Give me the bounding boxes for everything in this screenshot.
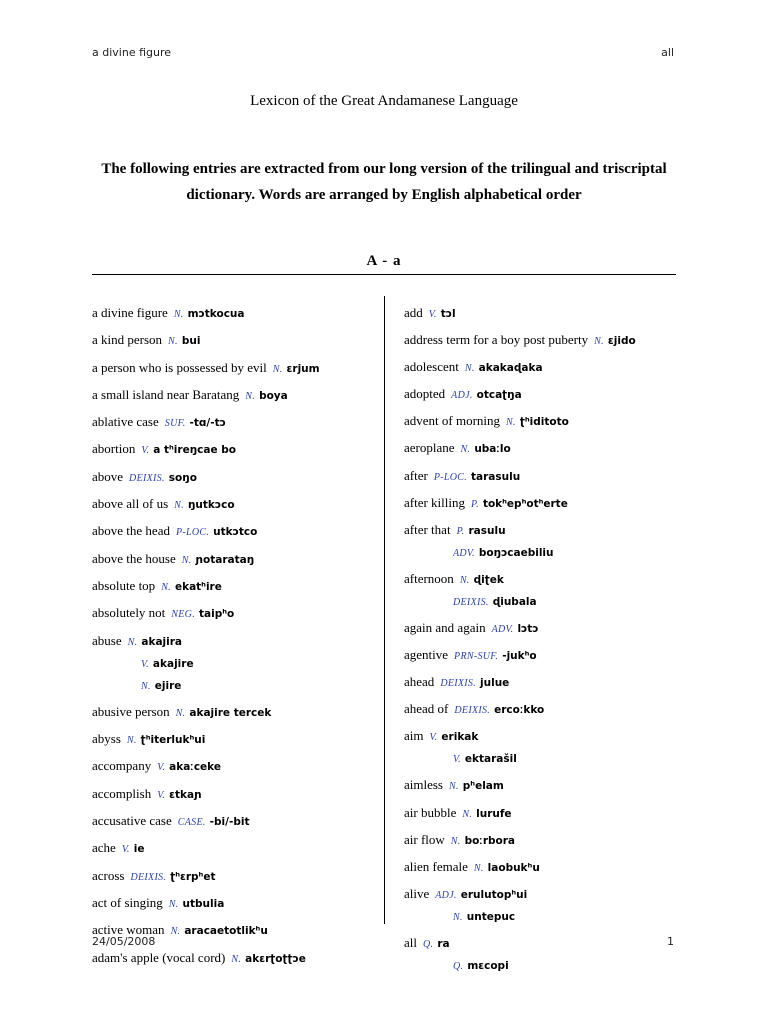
entry-main-line xyxy=(404,830,684,852)
entry-main-line xyxy=(404,933,684,955)
dictionary-entry xyxy=(404,672,684,694)
entry-main-line xyxy=(92,549,378,571)
dictionary-entry xyxy=(92,838,378,860)
entry-main-line xyxy=(92,385,378,407)
andamanese-word: boya xyxy=(259,389,288,402)
dictionary-entry xyxy=(92,439,378,461)
headword: a small island near Baratang xyxy=(92,386,240,402)
part-of-speech: N. xyxy=(173,309,184,320)
entry-main-line xyxy=(404,384,684,406)
entry-main-line xyxy=(92,948,378,970)
part-of-speech: P. xyxy=(456,525,465,537)
dictionary-entry xyxy=(92,303,378,325)
part-of-speech: ADJ. xyxy=(451,390,473,402)
entry-main-line xyxy=(404,618,684,640)
document-title: Lexicon of the Great Andamanese Language xyxy=(250,93,518,109)
entry-main-line xyxy=(404,466,684,488)
dictionary-entry xyxy=(404,493,684,515)
headword: after that xyxy=(404,521,451,537)
dictionary-entry xyxy=(404,618,684,640)
part-of-speech: N. xyxy=(460,444,471,456)
dictionary-entry xyxy=(92,729,378,751)
andamanese-word: tarasulu xyxy=(471,470,521,483)
part-of-speech: N. xyxy=(175,707,186,719)
andamanese-word: ɛtkaɲ xyxy=(169,788,202,801)
running-header-right: all xyxy=(661,46,674,59)
andamanese-word: ɛrjum xyxy=(286,362,320,375)
entry-main-line xyxy=(92,412,378,434)
dictionary-entry xyxy=(92,784,378,806)
part-of-speech: N. xyxy=(272,363,283,375)
left-column xyxy=(92,303,378,975)
andamanese-word: boːrbora xyxy=(464,834,516,847)
dictionary-entry xyxy=(92,549,378,571)
andamanese-word: akajire xyxy=(152,657,194,670)
part-of-speech: N. xyxy=(168,898,179,910)
part-of-speech: P. xyxy=(471,498,479,510)
andamanese-word: ŋutkɔco xyxy=(187,499,235,512)
andamanese-word: ʈʰɛrpʰet xyxy=(170,870,216,883)
dictionary-entry xyxy=(92,631,378,697)
section-heading: A - a xyxy=(366,253,402,269)
andamanese-word: utkɔtco xyxy=(213,526,258,539)
dictionary-entry xyxy=(92,385,378,407)
andamanese-word: ejire xyxy=(154,679,182,692)
andamanese-word: akɛrʈoʈʈɔe xyxy=(245,952,306,965)
section-rule xyxy=(92,274,676,275)
dictionary-entry xyxy=(92,893,378,915)
entry-main-line xyxy=(92,893,378,915)
dictionary-entry xyxy=(404,520,684,564)
dictionary-entry xyxy=(404,726,684,770)
part-of-speech: SUF. xyxy=(164,418,186,430)
dictionary-entry xyxy=(92,811,378,833)
headword: abusive person xyxy=(92,703,170,719)
part-of-speech: N. xyxy=(464,363,475,375)
headword: aim xyxy=(404,728,424,744)
entry-sense-line xyxy=(92,653,378,675)
part-of-speech: V. xyxy=(429,732,438,744)
andamanese-word: boŋɔcaebiliu xyxy=(478,546,554,559)
headword: accompany xyxy=(92,758,152,774)
entry-main-line xyxy=(404,726,684,748)
headword: alive xyxy=(404,885,430,901)
entry-main-line xyxy=(92,303,378,325)
part-of-speech: V. xyxy=(453,754,461,766)
entry-main-line xyxy=(404,645,684,667)
entry-sense-line xyxy=(404,955,684,977)
entry-main-line xyxy=(92,576,378,598)
dictionary-entry xyxy=(92,603,378,625)
headword: absolute top xyxy=(92,577,156,593)
headword: ahead xyxy=(404,674,435,690)
dictionary-entry xyxy=(404,933,684,977)
andamanese-word: rasulu xyxy=(468,524,506,537)
entry-main-line xyxy=(404,884,684,906)
part-of-speech: V. xyxy=(428,309,437,320)
part-of-speech: N. xyxy=(473,862,484,874)
part-of-speech: N. xyxy=(449,781,459,793)
part-of-speech: N. xyxy=(174,500,184,512)
andamanese-word: ʈʰiterlukʰui xyxy=(140,734,206,747)
entry-main-line xyxy=(404,672,684,694)
entry-main-line xyxy=(92,521,378,543)
part-of-speech: NEG. xyxy=(171,609,195,621)
part-of-speech: ADV. xyxy=(491,623,514,635)
headword: across xyxy=(92,867,125,883)
part-of-speech: DEIXIS. xyxy=(453,596,489,608)
headword: above the head xyxy=(92,523,170,539)
andamanese-word: akajira xyxy=(141,635,183,648)
dictionary-entry xyxy=(404,384,684,406)
dictionary-entry xyxy=(404,411,684,433)
headword: aimless xyxy=(404,777,443,793)
column-divider xyxy=(384,296,385,924)
headword: abortion xyxy=(92,441,136,457)
part-of-speech: DEIXIS. xyxy=(130,871,167,883)
andamanese-word: tɔl xyxy=(440,308,456,320)
headword: absolutely not xyxy=(92,605,166,621)
headword: above all of us xyxy=(92,496,169,512)
headword: address term for a boy post puberty xyxy=(404,332,589,348)
part-of-speech: PRN-SUF. xyxy=(454,651,499,663)
part-of-speech: DEIXIS. xyxy=(440,678,477,690)
headword: abuse xyxy=(92,632,122,648)
headword: adolescent xyxy=(404,359,459,375)
andamanese-word: akakaɖaka xyxy=(478,362,543,375)
part-of-speech: V. xyxy=(141,658,149,670)
headword: all xyxy=(404,934,417,950)
entry-main-line xyxy=(92,439,378,461)
entry-main-line xyxy=(92,330,378,352)
headword: advent of morning xyxy=(404,413,501,429)
andamanese-word: otcaʈŋa xyxy=(476,389,522,402)
part-of-speech: ADJ. xyxy=(435,889,457,901)
dictionary-entry xyxy=(404,803,684,825)
part-of-speech: V. xyxy=(157,789,166,801)
andamanese-word: ra xyxy=(437,937,450,950)
part-of-speech: N. xyxy=(459,574,470,586)
dictionary-entry xyxy=(404,438,684,460)
dictionary-entry xyxy=(404,357,684,379)
andamanese-word: akaːceke xyxy=(169,761,221,774)
headword: ablative case xyxy=(92,414,159,430)
entry-main-line xyxy=(404,699,684,721)
headword: active woman xyxy=(92,922,165,938)
andamanese-word: ekatʰire xyxy=(174,580,222,593)
entry-sense-line xyxy=(404,591,684,613)
entry-main-line xyxy=(92,729,378,751)
entry-main-line xyxy=(404,438,684,460)
dictionary-entry xyxy=(404,645,684,667)
andamanese-word: ie xyxy=(133,843,145,856)
headword: a divine figure xyxy=(92,305,168,320)
part-of-speech: DEIXIS. xyxy=(129,472,165,484)
headword: adam's apple (vocal cord) xyxy=(92,949,226,965)
headword: add xyxy=(404,305,423,320)
dictionary-entry xyxy=(404,857,684,879)
andamanese-word: mɔtkocua xyxy=(187,308,245,320)
part-of-speech: N. xyxy=(168,336,178,348)
entry-main-line xyxy=(92,603,378,625)
headword: air flow xyxy=(404,831,445,847)
dictionary-entry xyxy=(92,358,378,380)
andamanese-word: erikak xyxy=(441,731,479,744)
andamanese-word: soŋo xyxy=(168,471,197,484)
headword: ache xyxy=(92,840,116,856)
andamanese-word: julue xyxy=(480,677,510,690)
dictionary-entry xyxy=(92,866,378,888)
headword: a person who is possessed by evil xyxy=(92,359,267,375)
headword: accusative case xyxy=(92,813,172,829)
andamanese-word: lɔtɔ xyxy=(517,622,539,635)
part-of-speech: ADV. xyxy=(453,547,475,559)
entry-main-line xyxy=(92,756,378,778)
andamanese-word: akajire tercek xyxy=(189,706,272,719)
footer-page-number: 1 xyxy=(667,935,674,948)
headword: air bubble xyxy=(404,804,457,820)
dictionary-entry xyxy=(404,699,684,721)
andamanese-word: aracaetotlikʰu xyxy=(184,925,268,938)
dictionary-entry xyxy=(404,884,684,928)
part-of-speech: Q. xyxy=(423,938,434,950)
andamanese-word: ɖiubala xyxy=(492,595,537,608)
part-of-speech: Q. xyxy=(453,960,464,972)
headword: abyss xyxy=(92,731,121,747)
headword: act of singing xyxy=(92,894,163,910)
part-of-speech: N. xyxy=(453,911,463,923)
headword: afternoon xyxy=(404,570,454,586)
andamanese-word: taipʰo xyxy=(199,608,235,621)
part-of-speech: N. xyxy=(161,581,171,593)
andamanese-word: erulutopʰui xyxy=(460,888,528,901)
andamanese-word: laobukʰu xyxy=(487,861,540,874)
dictionary-entry xyxy=(92,494,378,516)
entry-main-line xyxy=(92,467,378,489)
dictionary-entry xyxy=(92,330,378,352)
part-of-speech: N. xyxy=(127,636,138,648)
entry-main-line xyxy=(92,358,378,380)
running-header-left: a divine figure xyxy=(92,46,172,59)
part-of-speech: N. xyxy=(181,554,192,566)
andamanese-word: bui xyxy=(181,335,201,348)
intro-paragraph: The following entries are extracted from our long version of the trilingual and triscriptal dictionary. Words are arranged by English alphabetical order xyxy=(101,161,667,203)
entry-main-line xyxy=(92,494,378,516)
andamanese-word: ubaːlo xyxy=(474,443,511,456)
entry-main-line xyxy=(404,857,684,879)
part-of-speech: N. xyxy=(594,336,604,348)
entry-sense-line xyxy=(404,542,684,564)
dictionary-entry xyxy=(92,412,378,434)
headword: a kind person xyxy=(92,332,163,348)
entry-main-line xyxy=(404,330,684,352)
entry-main-line xyxy=(404,775,684,797)
part-of-speech: DEIXIS. xyxy=(454,705,491,717)
entry-sense-line xyxy=(404,748,684,770)
andamanese-word: tokʰepʰotʰerte xyxy=(482,497,568,510)
andamanese-word: a tʰireŋcae bo xyxy=(153,444,236,457)
dictionary-entry xyxy=(92,702,378,724)
dictionary-entry xyxy=(92,756,378,778)
headword: above xyxy=(92,468,124,484)
part-of-speech: N. xyxy=(141,680,151,692)
entry-main-line xyxy=(92,631,378,653)
part-of-speech: N. xyxy=(170,926,181,938)
part-of-speech: P-LOC. xyxy=(433,471,468,483)
entry-sense-line xyxy=(92,675,378,697)
headword: alien female xyxy=(404,858,468,874)
entry-main-line xyxy=(92,838,378,860)
part-of-speech: V. xyxy=(157,762,166,774)
headword: above the house xyxy=(92,550,176,566)
right-column xyxy=(404,303,684,982)
headword: agentive xyxy=(404,647,449,663)
andamanese-word: ʈʰiditoto xyxy=(519,416,569,429)
andamanese-word: -bi/-bit xyxy=(209,816,250,829)
dictionary-entry xyxy=(404,830,684,852)
footer-date: 24/05/2008 xyxy=(92,935,156,948)
entry-main-line xyxy=(404,803,684,825)
dictionary-entry xyxy=(404,775,684,797)
entry-main-line xyxy=(404,411,684,433)
dictionary-entry xyxy=(92,521,378,543)
dictionary-entry xyxy=(404,569,684,613)
part-of-speech: N. xyxy=(506,417,516,429)
entry-main-line xyxy=(404,569,684,591)
entry-main-line xyxy=(92,866,378,888)
part-of-speech: P-LOC. xyxy=(175,527,210,539)
part-of-speech: N. xyxy=(245,390,256,402)
entry-main-line xyxy=(92,702,378,724)
entry-main-line xyxy=(404,493,684,515)
entry-sense-line xyxy=(404,906,684,928)
headword: again and again xyxy=(404,619,486,635)
andamanese-word: mɛcopi xyxy=(467,959,509,972)
entry-main-line xyxy=(92,811,378,833)
entry-main-line xyxy=(404,520,684,542)
headword: aeroplane xyxy=(404,440,455,456)
andamanese-word: ɛjido xyxy=(607,335,636,348)
dictionary-entry xyxy=(404,330,684,352)
entry-main-line xyxy=(92,784,378,806)
dictionary-entry xyxy=(92,467,378,489)
entry-main-line xyxy=(404,303,684,325)
andamanese-word: lurufe xyxy=(476,807,512,820)
part-of-speech: CASE. xyxy=(177,817,206,829)
andamanese-word: -jukʰo xyxy=(502,650,537,663)
entry-main-line xyxy=(404,357,684,379)
andamanese-word: -tɑ/-tɔ xyxy=(189,417,226,430)
part-of-speech: V. xyxy=(121,844,130,856)
andamanese-word: untepuc xyxy=(466,910,516,923)
dictionary-entry xyxy=(404,466,684,488)
headword: after xyxy=(404,467,428,483)
headword: adopted xyxy=(404,386,446,402)
headword: accomplish xyxy=(92,785,152,801)
dictionary-entry xyxy=(92,576,378,598)
headword: ahead of xyxy=(404,701,449,717)
part-of-speech: V. xyxy=(141,445,150,457)
andamanese-word: utbulia xyxy=(182,897,225,910)
headword: after killing xyxy=(404,494,466,510)
andamanese-word: ɖiʈek xyxy=(473,573,504,586)
dictionary-entry xyxy=(404,303,684,325)
part-of-speech: N. xyxy=(450,835,461,847)
part-of-speech: N. xyxy=(231,953,242,965)
andamanese-word: pʰelam xyxy=(462,780,504,793)
andamanese-word: ɲotarataŋ xyxy=(195,553,255,566)
dictionary-entry xyxy=(92,948,378,970)
andamanese-word: ektarašil xyxy=(464,753,517,766)
part-of-speech: N. xyxy=(462,808,473,820)
andamanese-word: ercoːkko xyxy=(494,704,545,717)
part-of-speech: N. xyxy=(126,735,137,747)
